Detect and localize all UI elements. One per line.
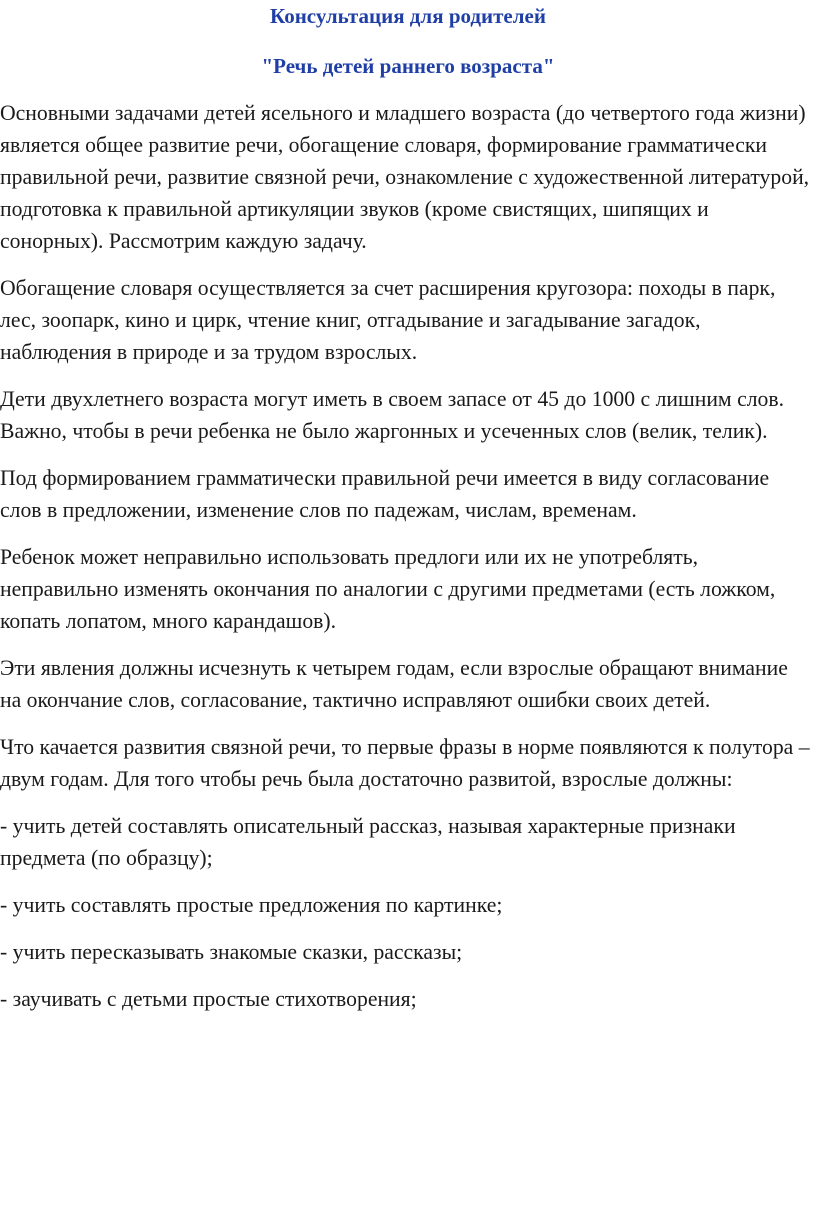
paragraph-correction: Эти явления должны исчезнуть к четырем годам, если взрослые обращают внимание на окончание слов, согласование, тактично исправляют ошибки своих детей. [0, 656, 788, 712]
paragraph-two-year-olds: Дети двухлетнего возраста могут иметь в своем запасе от 45 до 1000 с лишним слов. Важно, чтобы в речи ребенка не было жаргонных и усеченных слов (велик, телик). [0, 387, 785, 443]
list-item-descriptive-story: - учить детей составлять описательный рассказ, называя характерные признаки предмета (по образцу); [0, 814, 736, 870]
document-subtitle: "Речь детей раннего возраста" [261, 54, 555, 78]
document-body [0, 97, 812, 1030]
paragraph-errors: Ребенок может неправильно использовать предлоги или их не употреблять, неправильно изменять окончания по аналогии с другими предметами (есть ложком, копать лопатом, много карандашов). [0, 545, 776, 633]
list-item-retelling: - учить пересказывать знакомые сказки, рассказы; [0, 940, 463, 964]
list-item-picture-sentences: - учить составлять простые предложения по картинке; [0, 893, 503, 917]
paragraph-tasks: Основными задачами детей ясельного и младшего возраста (до четвертого года жизни) является общее развитие речи, обогащение словаря, формирование грамматически правильной речи, развитие связной речи, ознакомление с художественной литературой, подготовка к правильной артикуляции звуков (кроме свистящих, шипящих и сонорных). Рассмотрим каждую задачу. [0, 101, 810, 253]
paragraph-vocabulary: Обогащение словаря осуществляется за счет расширения кругозора: походы в парк, лес, зоопарк, кино и цирк, чтение книг, отгадывание и загадывание загадок, наблюдения в природе и за трудом взрослых. [0, 276, 776, 364]
paragraph-grammar: Под формированием грамматически правильной речи имеется в виду согласование слов в предложении, изменение слов по падежам, числам, временам. [0, 466, 770, 522]
list-item-poems: - заучивать с детьми простые стихотворения; [0, 987, 417, 1011]
paragraph-coherent-speech: Что качается развития связной речи, то первые фразы в норме появляются к полутора – двум годам. Для того чтобы речь была достаточно развитой, взрослые должны: [0, 735, 810, 791]
document-title: Консультация для родителей [270, 4, 546, 28]
